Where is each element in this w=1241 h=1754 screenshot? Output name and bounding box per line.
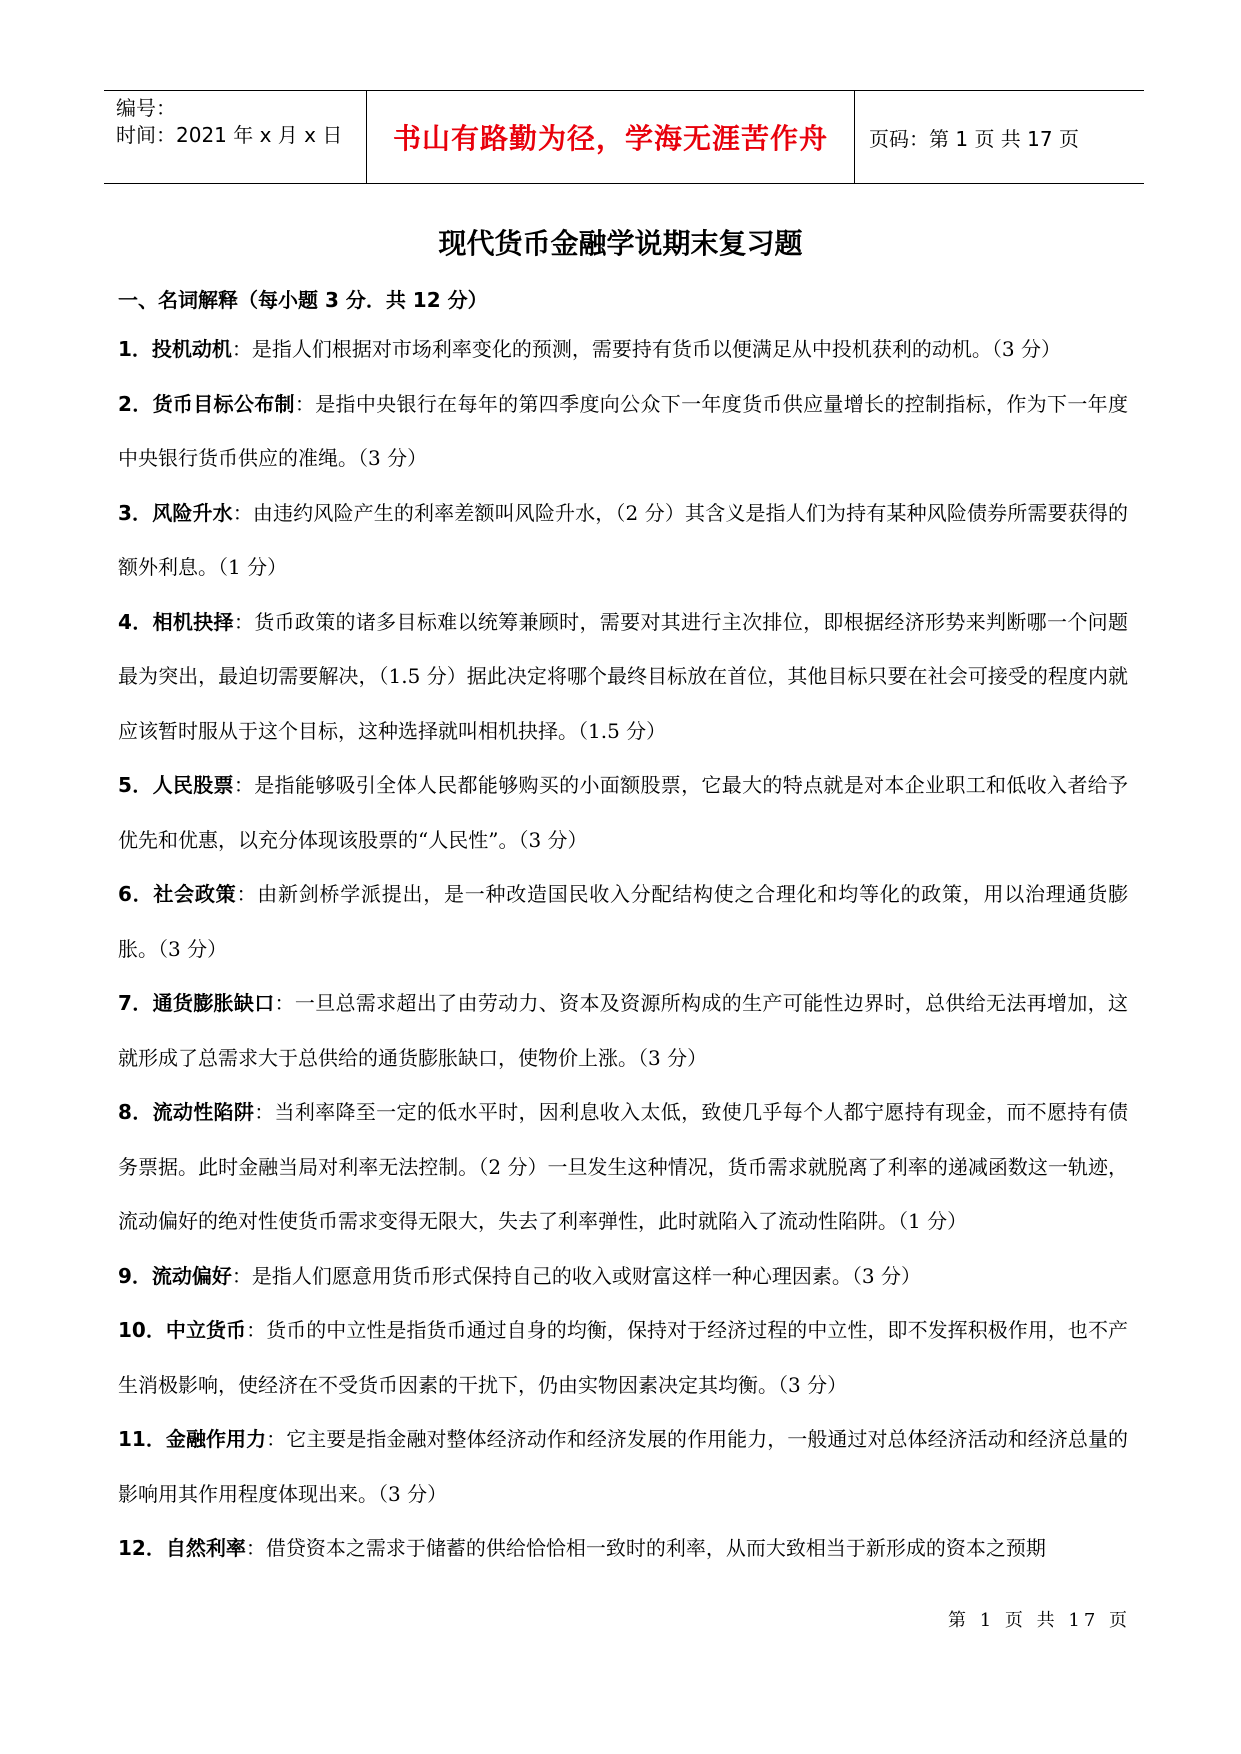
definition-item: [118, 1521, 1128, 1576]
main-content: [118, 278, 1128, 1576]
term-separator: ：: [232, 500, 253, 525]
definition-text: 由新剑桥学派提出，是一种改造国民收入分配结构使之合理化和均等化的政策，用以治理通货膨胀。（3 分）: [118, 882, 1129, 961]
page-footer: 第 1 页 共 17 页: [948, 1610, 1131, 1631]
definition-term: 3．风险升水: [118, 500, 233, 525]
definition-item: [118, 486, 1128, 595]
term-separator: ：: [231, 337, 252, 361]
document-header-table: [104, 90, 1144, 184]
term-separator: ：: [254, 1100, 275, 1124]
term-separator: ：: [245, 1536, 266, 1560]
definition-item: [118, 1303, 1128, 1412]
definition-term: 8．流动性陷阱: [118, 1100, 255, 1124]
section-heading: 一、名词解释（每小题 3 分．共 12 分）: [118, 288, 488, 312]
definition-text: 是指能够吸引全体人民都能够购买的小面额股票，它最大的特点就是对本企业职工和低收入者给予优先和优惠，以充分体现该股票的“人民性”。（3 分）: [118, 773, 1128, 852]
number-label: 编号：: [116, 96, 176, 120]
definition-item: [118, 377, 1128, 486]
header-meta-cell: [104, 91, 367, 183]
definition-text: 一旦总需求超出了由劳动力、资本及资源所构成的生产可能性边界时，总供给无法再增加，这就形成了总需求大于总供给的通货膨胀缺口，使物价上涨。（3 分）: [118, 991, 1128, 1070]
term-separator: ：: [294, 391, 316, 416]
document-title: 现代货币金融学说期末复习题: [438, 227, 803, 260]
definition-item: [118, 595, 1128, 759]
definition-item: [118, 867, 1128, 976]
header-page-info: 页码：第 1 页 共 17 页: [869, 126, 1079, 151]
time-label: 时间：2021 年 x 月 x 日: [116, 123, 343, 147]
definition-term: 1．投机动机: [118, 337, 232, 361]
term-separator: ：: [236, 882, 258, 906]
definition-term: 11．金融作用力: [118, 1427, 267, 1451]
definition-text: 借贷资本之需求于储蓄的供给恰恰相一致时的利率，从而大致相当于新形成的资本之预期: [265, 1536, 1046, 1560]
definition-term: 2．货币目标公布制: [118, 391, 295, 416]
term-separator: ：: [246, 1318, 267, 1342]
definition-text: 货币的中立性是指货币通过自身的均衡，保持对于经济过程的中立性，即不发挥积极作用，也不产生消极影响，使经济在不受货币因素的干扰下，仍由实物因素决定其均衡。（3 分）: [118, 1318, 1129, 1397]
definition-term: 6．社会政策: [118, 882, 237, 906]
definition-list: [118, 322, 1128, 1576]
term-separator: ：: [231, 1263, 252, 1288]
definition-item: [118, 1249, 1128, 1304]
term-separator: ：: [274, 991, 295, 1015]
header-motto: 书山有路勤为径，学海无涯苦作舟: [367, 91, 855, 183]
definition-item: [118, 976, 1128, 1085]
definition-text: 它主要是指金融对整体经济动作和经济发展的作用能力，一般通过对总体经济活动和经济总量的影响用其作用程度体现出来。（3 分）: [118, 1427, 1128, 1506]
definition-text: 是指中央银行在每年的第四季度向公众下一年度货币供应量增长的控制指标，作为下一年度中央银行货币供应的准绳。（3 分）: [118, 391, 1128, 470]
definition-term: 5．人民股票: [118, 773, 234, 797]
definition-term: 12．自然利率: [118, 1536, 246, 1560]
definition-term: 9．流动偏好: [118, 1263, 232, 1288]
definition-text: 由违约风险产生的利率差额叫风险升水，（2 分）其含义是指人们为持有某种风险债券所需要获得的额外利息。（1 分）: [118, 500, 1128, 579]
term-separator: ：: [233, 609, 255, 634]
term-separator: ：: [266, 1427, 287, 1451]
definition-term: 7．通货膨胀缺口: [118, 991, 275, 1015]
definition-text: 是指人们愿意用货币形式保持自己的收入或财富这样一种心理因素。（3 分）: [251, 1263, 922, 1288]
definition-text: 是指人们根据对市场利率变化的预测，需要持有货币以便满足从中投机获利的动机。（3 分）: [251, 337, 1062, 361]
definition-term: 10．中立货币: [118, 1318, 247, 1342]
definition-item: [118, 1412, 1128, 1521]
definition-item: [118, 758, 1128, 867]
definition-text: 货币政策的诸多目标难以统筹兼顾时，需要对其进行主次排位，即根据经济形势来判断哪一个问题最为突出，最迫切需要解决，（1.5 分）据此决定将哪个最终目标放在首位，其他目标只要在社会可接受的程度内就应该暂时服从于这个目标，这种选择就叫相机抉择。（1.5 分）: [118, 609, 1128, 743]
definition-item: [118, 322, 1128, 377]
definition-term: 4．相机抉择: [118, 609, 234, 634]
definition-item: [118, 1085, 1128, 1249]
term-separator: ：: [233, 773, 255, 797]
definition-text: 当利率降至一定的低水平时，因利息收入太低，致使几乎每个人都宁愿持有现金，而不愿持有债务票据。此时金融当局对利率无法控制。（2 分）一旦发生这种情况，货币需求就脱离了利率的递减函数这一轨迹，流动偏好的绝对性使货币需求变得无限大，失去了利率弹性，此时就陷入了流动性陷阱。（1 分）: [118, 1100, 1128, 1233]
